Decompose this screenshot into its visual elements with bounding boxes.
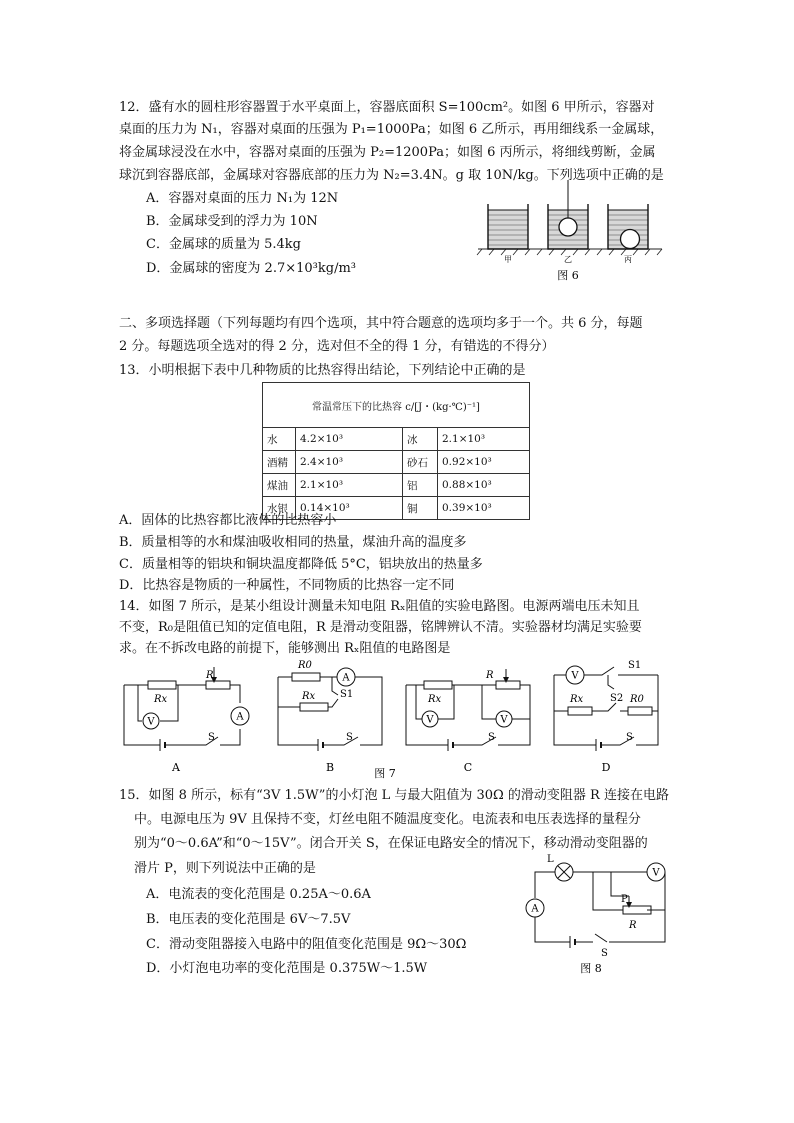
q15-option-a[interactable]: A．电流表的变化范围是 0.25A～0.6A: [146, 887, 371, 902]
svg-text:V: V: [147, 716, 155, 728]
svg-text:V: V: [426, 714, 434, 726]
container-yi: [548, 180, 588, 249]
svg-text:L: L: [547, 854, 554, 865]
q15-line-3: 别为“0～0.6A”和“0～15V”。闭合开关 S，在保证电路安全的情况下，移动滑动变阻器的: [134, 836, 648, 851]
metal-ball-sunk: [621, 230, 640, 249]
q12-line-2: 桌面的压力为 N₁，容器对桌面的压强为 P₁=1000Pa；如图 6 乙所示，再用细线系一金属球，: [119, 122, 664, 137]
q12-line-4: 球沉到容器底部，金属球对容器底部的压力为 N₂=3.4N。g 取 10N/kg。下列选项中正确的是: [119, 168, 664, 183]
svg-text:S: S: [601, 948, 608, 959]
q13-option-c[interactable]: C．质量相等的铝块和铜块温度都降低 5°C，铝块放出的热量多: [119, 557, 483, 572]
container-bing: [608, 204, 648, 249]
svg-text:S2: S2: [610, 693, 624, 704]
svg-text:S: S: [208, 732, 215, 743]
circuit-a[interactable]: [124, 667, 249, 751]
circuit-label-c: C: [463, 761, 473, 774]
svg-text:Rx: Rx: [302, 691, 316, 702]
svg-text:P: P: [621, 894, 628, 905]
figure-6: [470, 180, 670, 285]
circuit-d[interactable]: [554, 666, 658, 751]
svg-text:Rx: Rx: [154, 694, 168, 705]
svg-text:S: S: [346, 732, 353, 743]
circuit-label-a: A: [172, 761, 180, 774]
q14-line-1: 14．如图 7 所示，是某小组设计测量未知电阻 Rₓ阻值的实验电路图。电源两端电压未知且: [119, 599, 640, 614]
container-jia: [488, 204, 528, 249]
fig6-caption: 图 6: [557, 269, 579, 282]
table-row: 酒精 2.4×10³ 砂石 0.92×10³: [263, 451, 530, 474]
svg-text:R: R: [206, 670, 214, 681]
svg-text:S: S: [626, 732, 633, 743]
q14-line-2: 不变，R₀是阻值已知的定值电阻，R 是滑动变阻器，铭牌辨认不清。实验器材均满足实验要: [119, 620, 642, 635]
svg-text:R0: R0: [298, 660, 312, 671]
svg-text:S1: S1: [628, 660, 642, 671]
figure-7: [110, 655, 670, 783]
q15-line-2: 中。电源电压为 9V 且保持不变，灯丝电阻不随温度变化。电流表和电压表选择的量程分: [134, 812, 641, 827]
fig6-label-bing: 丙: [624, 255, 632, 264]
q14-line-3: 求。在不拆改电路的前提下，能够测出 Rₓ阻值的电路图是: [119, 641, 451, 656]
q15-option-c[interactable]: C．滑动变阻器接入电路中的阻值变化范围是 9Ω～30Ω: [146, 937, 467, 952]
table-title: 常温常压下的比热容 c/[J・(kg·℃)⁻¹]: [263, 383, 530, 428]
fig6-label-yi: 乙: [564, 255, 572, 264]
svg-text:R: R: [486, 670, 494, 681]
svg-text:A: A: [236, 711, 244, 723]
fig7-caption: 图 7: [374, 767, 396, 780]
table-row: 水银 0.14×10³ 铜 0.39×10³: [263, 497, 530, 520]
q13-option-d[interactable]: D．比热容是物质的一种属性，不同物质的比热容一定不同: [119, 578, 455, 593]
specific-heat-table: [262, 382, 530, 520]
svg-text:Rx: Rx: [570, 694, 584, 705]
circuit-b[interactable]: [278, 668, 382, 751]
svg-text:S: S: [488, 732, 495, 743]
q15-option-b[interactable]: B．电压表的变化范围是 6V～7.5V: [146, 912, 351, 927]
fig8-caption: 图 8: [580, 962, 602, 975]
q12-option-a[interactable]: A．容器对桌面的压力 N₁为 12N: [146, 191, 339, 206]
svg-text:S1: S1: [340, 689, 354, 700]
svg-text:V: V: [571, 670, 579, 682]
circuit-c[interactable]: [406, 669, 530, 751]
svg-text:R: R: [629, 920, 637, 931]
q15-line-1: 15．如图 8 所示，标有“3V 1.5W”的小灯泡 L 与最大阻值为 30Ω 的滑动变阻器 R 连接在电路: [119, 788, 669, 803]
table-row: 水 4.2×10³ 冰 2.1×10³: [263, 428, 530, 451]
q12-line-1: 12．盛有水的圆柱形容器置于水平桌面上，容器底面积 S=100cm²。如图 6 甲所示，容器对: [119, 100, 655, 115]
q15-option-d[interactable]: D．小灯泡电功率的变化范围是 0.375W～1.5W: [146, 961, 428, 976]
q12-option-c[interactable]: C．金属球的质量为 5.4kg: [146, 237, 301, 252]
table-row: 煤油 2.1×10³ 铝 0.88×10³: [263, 474, 530, 497]
svg-text:R0: R0: [630, 694, 644, 705]
q13-stem: 13．小明根据下表中几种物质的比热容得出结论，下列结论中正确的是: [119, 363, 526, 378]
circuit-label-b: B: [325, 761, 335, 774]
q12-option-d[interactable]: D．金属球的密度为 2.7×10³kg/m³: [146, 261, 356, 276]
svg-text:Rx: Rx: [428, 694, 442, 705]
q12-line-3: 将金属球浸没在水中，容器对桌面的压强为 P₂=1200Pa；如图 6 丙所示，将细线剪断，金属: [119, 145, 656, 160]
fig6-label-jia: 甲: [504, 255, 512, 264]
section-2-line-2: 2 分。每题选项全选对的得 2 分，选对但不全的得 1 分，有错选的不得分）: [119, 339, 555, 354]
q13-option-b[interactable]: B．质量相等的水和煤油吸收相同的热量，煤油升高的温度多: [119, 535, 467, 550]
section-2-line-1: 二、多项选择题（下列每题均有四个选项，其中符合题意的选项均多于一个。共 6 分，每题: [119, 316, 643, 331]
svg-text:V: V: [652, 867, 660, 879]
svg-text:A: A: [531, 903, 539, 915]
q13-option-a[interactable]: A．固体的比热容都比液体的比热容小: [119, 513, 337, 528]
svg-text:V: V: [500, 714, 508, 726]
metal-ball-hanging: [559, 218, 577, 236]
q12-option-b[interactable]: B．金属球受到的浮力为 10N: [146, 214, 318, 229]
svg-text:A: A: [342, 672, 350, 684]
figure-8: [515, 850, 675, 980]
q15-line-4: 滑片 P，则下列说法中正确的是: [134, 861, 316, 876]
circuit-label-d: D: [601, 761, 611, 774]
